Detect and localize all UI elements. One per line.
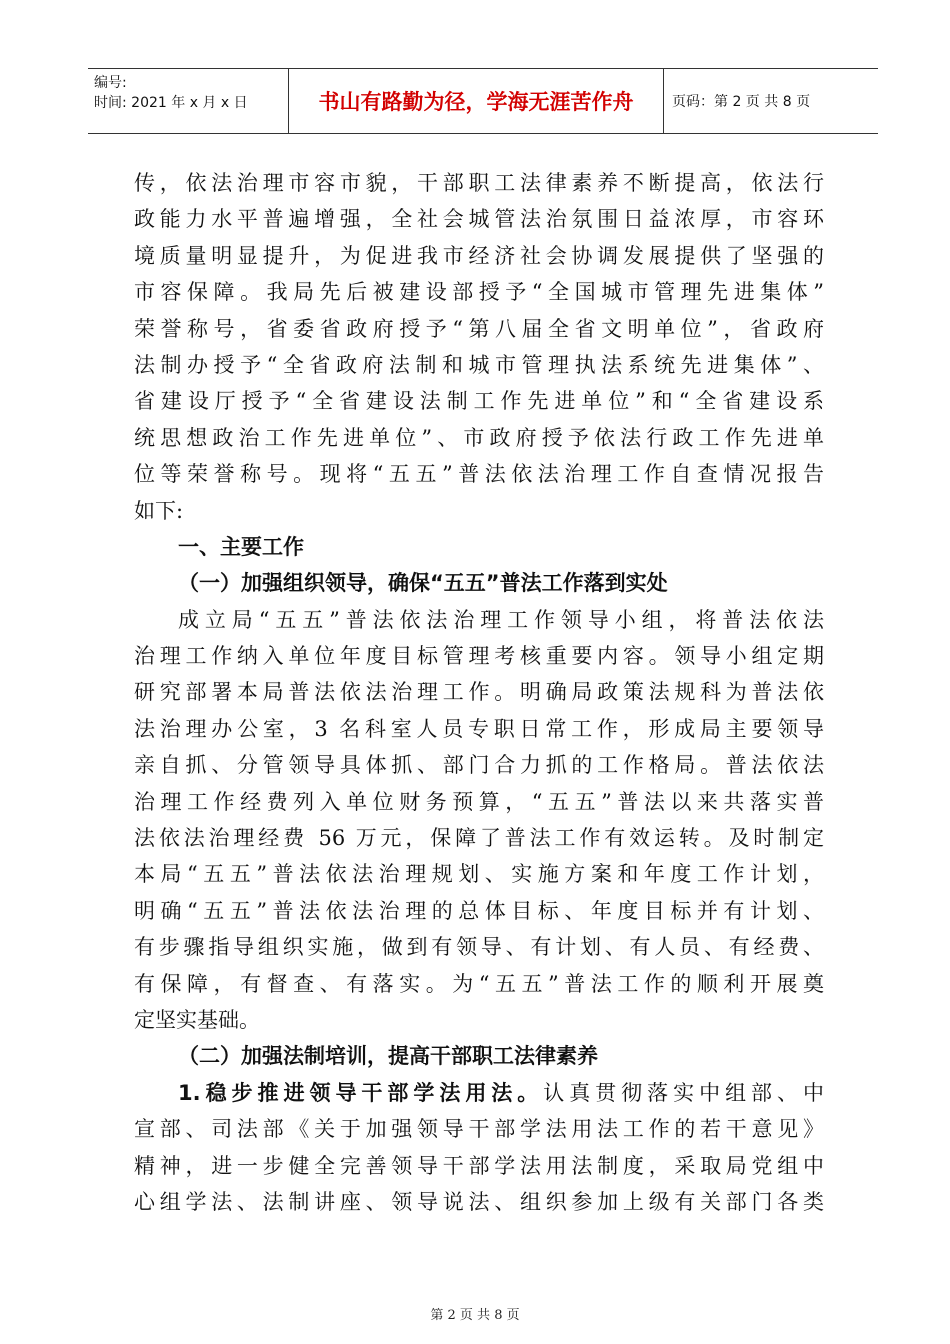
body-line: 传，依法治理市容市貌，干部职工法律素养不断提高，依法行 <box>134 171 824 195</box>
body-line: 如下: <box>134 498 184 523</box>
header-motto: 书山有路勤为径，学海无涯苦作舟 <box>288 69 664 133</box>
paragraph-line: 有步骤指导组织实施，做到有领导、有计划、有人员、有经费、 <box>134 935 824 960</box>
body-line: 政能力水平普遍增强，全社会城管法治氛围日益浓厚，市容环 <box>134 207 824 232</box>
paragraph-line: 有保障，有督查、有落实。为“五五”普法工作的顺利开展奠 <box>134 971 824 996</box>
paragraph-line: 治理工作纳入单位年度目标管理考核重要内容。领导小组定期 <box>134 644 824 669</box>
item-text: 认真贯彻落实中组部、中 <box>543 1080 825 1105</box>
body-line: 统思想政治工作先进单位”、市政府授予依法行政工作先进单 <box>134 425 824 450</box>
number-label: 编号: <box>94 75 127 91</box>
paragraph-line: 宣部、司法部《关于加强领导干部学法用法工作的若干意见》 <box>134 1117 824 1142</box>
body-line: 市容保障。我局先后被建设部授予“全国城市管理先进集体” <box>134 280 824 305</box>
item-lead: 1.稳步推进领导干部学法用法。 <box>178 1080 544 1105</box>
paragraph-line: 法依法治理经费 56 万元，保障了普法工作有效运转。及时制定 <box>134 826 824 851</box>
paragraph-line: 明确“五五”普法依法治理的总体目标、年度目标并有计划、 <box>134 898 824 923</box>
paragraph-line: 研究部署本局普法依法治理工作。明确局政策法规科为普法依 <box>134 680 824 705</box>
body-line: 荣誉称号，省委省政府授予“第八届全省文明单位”，省政府 <box>134 316 824 341</box>
paragraph-line: 法治理办公室，3 名科室人员专职日常工作，形成局主要领导 <box>134 716 824 741</box>
section-heading: 一、主要工作 <box>178 534 304 559</box>
paragraph-line: 成立局“五五”普法依法治理工作领导小组，将普法依法 <box>178 607 824 632</box>
date-label: 时间: 2021 年 x 月 x 日 <box>94 95 248 111</box>
header-meta <box>88 69 288 133</box>
paragraph-line: 本局“五五”普法依法治理规划、实施方案和年度工作计划， <box>134 862 824 887</box>
paragraph-line: 治理工作经费列入单位财务预算，“五五”普法以来共落实普 <box>134 789 824 814</box>
paragraph-line <box>134 1075 824 1111</box>
document-body <box>134 165 824 1220</box>
body-line: 境质量明显提升，为促进我市经济社会协调发展提供了坚强的 <box>134 243 824 268</box>
page-footer: 第 2 页 共 8 页 <box>430 1308 520 1323</box>
paragraph-line: 心组学法、法制讲座、领导说法、组织参加上级有关部门各类 <box>134 1189 824 1214</box>
body-line: 位等荣誉称号。现将“五五”普法依法治理工作自查情况报告 <box>134 462 824 487</box>
page-header <box>88 68 878 134</box>
paragraph-line: 亲自抓、分管领导具体抓、部门合力抓的工作格局。普法依法 <box>134 753 824 778</box>
paragraph-line: 定坚实基础。 <box>134 1007 260 1032</box>
subsection-heading: （一）加强组织领导，确保“五五”普法工作落到实处 <box>178 571 668 596</box>
paragraph-line: 精神，进一步健全完善领导干部学法用法制度，采取局党组中 <box>134 1153 824 1178</box>
body-line: 法制办授予“全省政府法制和城市管理执法系统先进集体”、 <box>134 352 824 377</box>
subsection-heading: （二）加强法制培训，提高干部职工法律素养 <box>178 1044 598 1069</box>
header-page-label: 页码：第 2 页 共 8 页 <box>672 94 811 110</box>
body-line: 省建设厅授予“全省建设法制工作先进单位”和“全省建设系 <box>134 389 824 414</box>
